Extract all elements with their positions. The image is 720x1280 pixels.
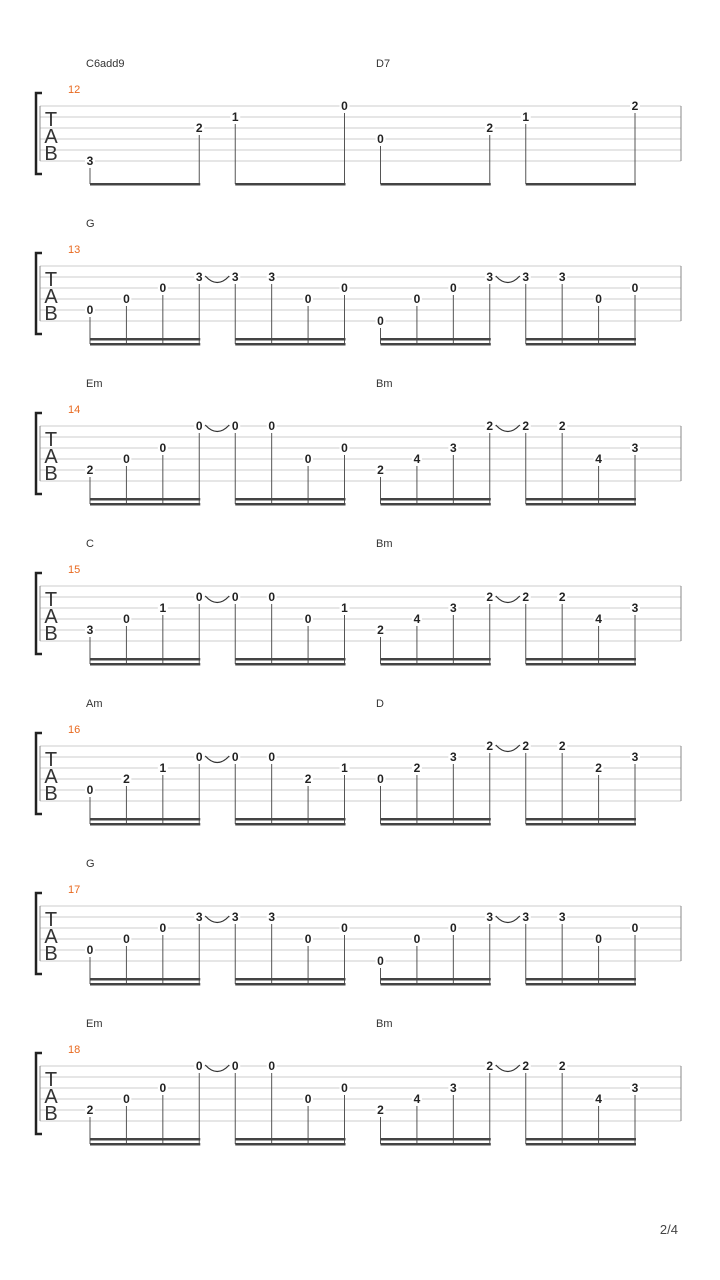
- note-beam: [381, 818, 491, 821]
- tab-clef-letter: A: [44, 126, 58, 148]
- fret-number: 0: [231, 590, 239, 604]
- note-beam: [526, 658, 636, 661]
- note-beam: [381, 498, 491, 501]
- fret-number: 1: [159, 601, 167, 615]
- note-beam: [235, 978, 345, 981]
- fret-number: 4: [413, 612, 421, 626]
- fret-number: 3: [268, 910, 276, 924]
- tab-clef-letter: T: [44, 429, 58, 451]
- note-beam: [526, 1143, 636, 1146]
- fret-number: 0: [231, 419, 239, 433]
- note-beam: [235, 823, 345, 826]
- tab-clef-letter: A: [44, 766, 58, 788]
- note-beam: [90, 658, 200, 661]
- fret-number: 2: [123, 772, 130, 786]
- fret-number: 2: [595, 761, 602, 775]
- note-beam: [381, 983, 491, 986]
- fret-number: 3: [86, 154, 94, 168]
- chord-name: G: [86, 218, 95, 230]
- fret-number: 1: [159, 761, 167, 775]
- fret-number: 0: [231, 750, 239, 764]
- fret-number: 0: [304, 1092, 312, 1106]
- fret-number: 0: [631, 921, 639, 935]
- note-beam: [235, 983, 345, 986]
- fret-number: 3: [86, 623, 94, 637]
- chord-name: C6add9: [86, 58, 125, 70]
- note-beam: [235, 503, 345, 506]
- tab-clef-letter: B: [44, 783, 58, 805]
- note-beam: [526, 823, 636, 826]
- staff-bracket: [36, 733, 42, 814]
- fret-number: 1: [231, 110, 239, 124]
- note-beam: [526, 663, 636, 666]
- note-beam: [235, 343, 345, 346]
- fret-number: 0: [413, 932, 421, 946]
- fret-number: 4: [595, 452, 602, 466]
- tab-system: [36, 378, 681, 506]
- fret-number: 2: [377, 463, 384, 477]
- tab-clef-letter: B: [44, 303, 58, 325]
- fret-number: 0: [268, 590, 276, 604]
- fret-number: 2: [195, 121, 203, 135]
- note-beam: [526, 978, 636, 981]
- chord-name: C: [86, 538, 94, 550]
- tab-clef-letter: A: [44, 926, 58, 948]
- note-beam: [381, 343, 491, 346]
- tab-clef-letter: A: [44, 606, 58, 628]
- tab-clef-letter: T: [44, 109, 58, 131]
- fret-number: 4: [413, 452, 421, 466]
- tab-system: [36, 58, 681, 186]
- fret-number: 0: [159, 1081, 167, 1095]
- note-beam: [90, 663, 200, 666]
- fret-number: 1: [341, 601, 348, 615]
- fret-number: 4: [413, 1092, 421, 1106]
- tab-system: [36, 698, 681, 826]
- fret-number: 0: [268, 1059, 276, 1073]
- fret-number: 0: [377, 132, 384, 146]
- note-beam: [526, 983, 636, 986]
- note-beam: [235, 663, 345, 666]
- fret-number: 3: [631, 750, 639, 764]
- note-beam: [526, 498, 636, 501]
- staff-bracket: [36, 1053, 42, 1134]
- fret-number: 0: [231, 1059, 239, 1073]
- fret-number: 4: [595, 1092, 602, 1106]
- fret-number: 3: [231, 910, 239, 924]
- fret-number: 3: [522, 910, 530, 924]
- tab-clef-letter: T: [44, 269, 58, 291]
- fret-number: 2: [486, 121, 494, 135]
- fret-number: 1: [522, 110, 530, 124]
- tab-clef-letter: T: [44, 909, 58, 931]
- note-beam: [90, 1143, 200, 1146]
- note-beam: [381, 183, 491, 186]
- fret-number: 0: [631, 281, 639, 295]
- fret-number: 2: [377, 623, 384, 637]
- fret-number: 0: [341, 99, 348, 113]
- fret-number: 2: [631, 99, 639, 113]
- fret-number: 0: [268, 419, 276, 433]
- fret-number: 2: [377, 1103, 384, 1117]
- note-beam: [90, 183, 200, 186]
- note-beam: [235, 183, 345, 186]
- fret-number: 2: [486, 419, 494, 433]
- note-beam: [381, 978, 491, 981]
- fret-number: 0: [341, 921, 348, 935]
- staff-bracket: [36, 93, 42, 174]
- fret-number: 0: [195, 419, 203, 433]
- note-beam: [235, 338, 345, 341]
- fret-number: 2: [522, 590, 530, 604]
- note-beam: [90, 338, 200, 341]
- note-beam: [90, 343, 200, 346]
- fret-number: 2: [486, 590, 494, 604]
- note-beam: [90, 498, 200, 501]
- tab-clef-letter: A: [44, 446, 58, 468]
- fret-number: 0: [123, 292, 130, 306]
- tab-clef-letter: B: [44, 623, 58, 645]
- note-beam: [526, 1138, 636, 1141]
- fret-number: 1: [341, 761, 348, 775]
- fret-number: 4: [595, 612, 602, 626]
- fret-number: 0: [595, 932, 602, 946]
- chord-name: G: [86, 858, 95, 870]
- note-beam: [526, 338, 636, 341]
- note-beam: [526, 183, 636, 186]
- fret-number: 0: [377, 772, 384, 786]
- fret-number: 3: [268, 270, 276, 284]
- note-beam: [381, 663, 491, 666]
- note-beam: [235, 818, 345, 821]
- fret-number: 0: [341, 441, 348, 455]
- tab-system: [36, 218, 681, 346]
- tab-clef-letter: A: [44, 286, 58, 308]
- fret-number: 3: [449, 441, 457, 455]
- note-beam: [381, 1138, 491, 1141]
- tab-clef-letter: B: [44, 463, 58, 485]
- chord-name: Em: [86, 1018, 103, 1030]
- fret-number: 3: [449, 750, 457, 764]
- tab-system: [36, 1018, 681, 1146]
- fret-number: 0: [123, 932, 130, 946]
- note-beam: [381, 503, 491, 506]
- chord-name: Am: [86, 698, 103, 710]
- note-beam: [526, 503, 636, 506]
- fret-number: 3: [449, 1081, 457, 1095]
- fret-number: 0: [304, 932, 312, 946]
- fret-number: 2: [86, 463, 94, 477]
- fret-number: 0: [304, 612, 312, 626]
- fret-number: 3: [231, 270, 239, 284]
- fret-number: 0: [341, 281, 348, 295]
- note-beam: [526, 818, 636, 821]
- note-beam: [381, 1143, 491, 1146]
- tab-clef-letter: T: [44, 1069, 58, 1091]
- fret-number: 0: [123, 612, 130, 626]
- fret-number: 0: [304, 292, 312, 306]
- fret-number: 0: [449, 921, 457, 935]
- tab-clef-letter: B: [44, 143, 58, 165]
- measure-number: 14: [68, 404, 81, 416]
- fret-number: 0: [159, 441, 167, 455]
- chord-name: Bm: [376, 378, 393, 390]
- measure-number: 16: [68, 724, 81, 736]
- note-beam: [90, 978, 200, 981]
- chord-name: Bm: [376, 538, 393, 550]
- note-beam: [235, 498, 345, 501]
- fret-number: 0: [377, 314, 384, 328]
- note-beam: [235, 658, 345, 661]
- tab-clef-letter: T: [44, 749, 58, 771]
- fret-number: 0: [341, 1081, 348, 1095]
- chord-name: D: [376, 698, 384, 710]
- note-beam: [90, 823, 200, 826]
- fret-number: 3: [195, 910, 203, 924]
- fret-number: 0: [377, 954, 384, 968]
- fret-number: 0: [195, 1059, 203, 1073]
- fret-number: 0: [595, 292, 602, 306]
- fret-number: 2: [558, 1059, 566, 1073]
- note-beam: [235, 1143, 345, 1146]
- staff-bracket: [36, 893, 42, 974]
- measure-number: 18: [68, 1044, 81, 1056]
- fret-number: 2: [486, 1059, 494, 1073]
- fret-number: 2: [486, 739, 494, 753]
- fret-number: 2: [304, 772, 312, 786]
- fret-number: 0: [268, 750, 276, 764]
- tab-clef-letter: A: [44, 1086, 58, 1108]
- fret-number: 0: [159, 281, 167, 295]
- page-number: 2/4: [659, 1222, 678, 1237]
- fret-number: 3: [631, 601, 639, 615]
- fret-number: 0: [304, 452, 312, 466]
- note-beam: [235, 1138, 345, 1141]
- fret-number: 3: [195, 270, 203, 284]
- chord-name: Em: [86, 378, 103, 390]
- tab-clef-letter: T: [44, 589, 58, 611]
- fret-number: 3: [558, 270, 566, 284]
- fret-number: 0: [449, 281, 457, 295]
- tab-clef-letter: B: [44, 1103, 58, 1125]
- fret-number: 2: [522, 419, 530, 433]
- fret-number: 3: [522, 270, 530, 284]
- note-beam: [381, 658, 491, 661]
- tab-system: [36, 538, 681, 666]
- tab-system: [36, 858, 681, 986]
- fret-number: 3: [631, 441, 639, 455]
- chord-name: D7: [376, 58, 391, 70]
- fret-number: 3: [631, 1081, 639, 1095]
- chord-name: Bm: [376, 1018, 393, 1030]
- fret-number: 2: [413, 761, 421, 775]
- note-beam: [381, 823, 491, 826]
- note-beam: [90, 983, 200, 986]
- measure-number: 15: [68, 564, 81, 576]
- measure-number: 17: [68, 884, 81, 896]
- fret-number: 2: [522, 739, 530, 753]
- fret-number: 0: [86, 303, 94, 317]
- fret-number: 0: [195, 750, 203, 764]
- fret-number: 2: [558, 590, 566, 604]
- fret-number: 0: [123, 1092, 130, 1106]
- note-beam: [90, 818, 200, 821]
- staff-bracket: [36, 253, 42, 334]
- fret-number: 2: [558, 419, 566, 433]
- fret-number: 0: [123, 452, 130, 466]
- fret-number: 0: [86, 943, 94, 957]
- fret-number: 3: [558, 910, 566, 924]
- measure-number: 12: [68, 84, 81, 96]
- note-beam: [90, 1138, 200, 1141]
- note-beam: [381, 338, 491, 341]
- fret-number: 3: [486, 910, 494, 924]
- fret-number: 2: [558, 739, 566, 753]
- staff-bracket: [36, 573, 42, 654]
- fret-number: 0: [159, 921, 167, 935]
- fret-number: 0: [86, 783, 94, 797]
- fret-number: 2: [86, 1103, 94, 1117]
- measure-number: 13: [68, 244, 81, 256]
- note-beam: [90, 503, 200, 506]
- fret-number: 3: [486, 270, 494, 284]
- staff-bracket: [36, 413, 42, 494]
- fret-number: 0: [413, 292, 421, 306]
- fret-number: 0: [195, 590, 203, 604]
- fret-number: 2: [522, 1059, 530, 1073]
- tab-clef-letter: B: [44, 943, 58, 965]
- note-beam: [526, 343, 636, 346]
- fret-number: 3: [449, 601, 457, 615]
